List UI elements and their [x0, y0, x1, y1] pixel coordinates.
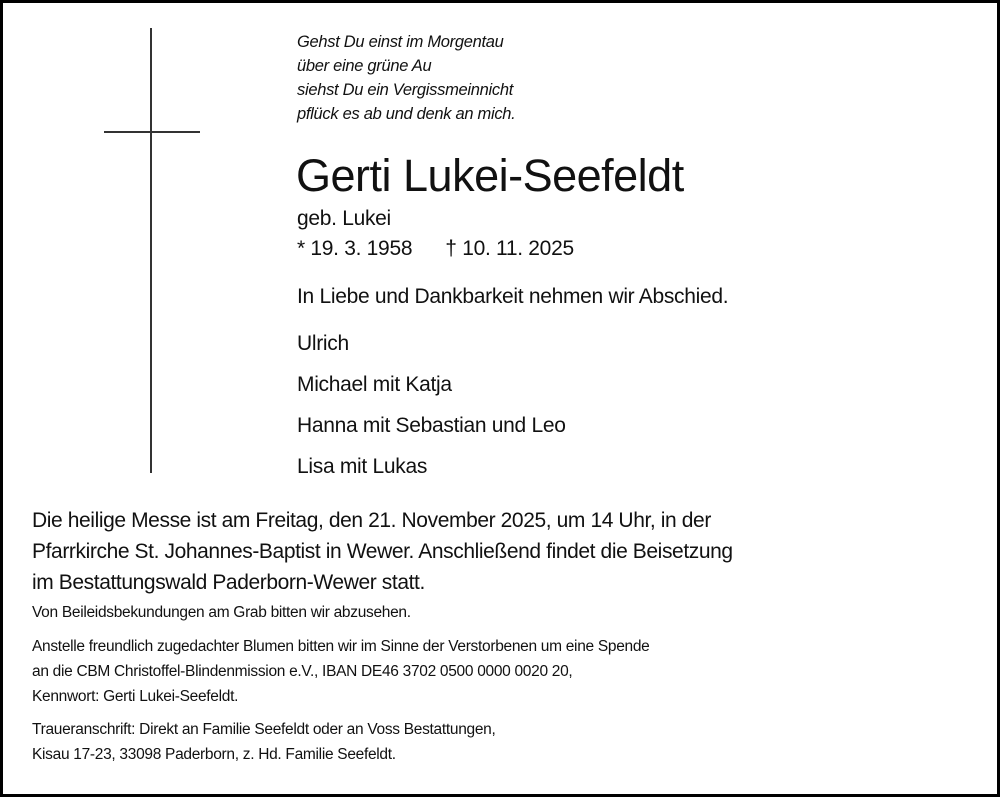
mourner: Ulrich	[297, 332, 349, 355]
donation-line: Anstelle freundlich zugedachter Blumen bitten wir im Sinne der Verstorbenen um eine Spende	[32, 638, 650, 655]
poem	[297, 30, 515, 126]
donation-line: an die CBM Christoffel-Blindenmission e.V., IBAN DE46 3702 0500 0000 0020 20,	[32, 663, 573, 680]
life-dates	[297, 237, 574, 261]
service-line: Die heilige Messe ist am Freitag, den 21. November 2025, um 14 Uhr, in der	[32, 509, 711, 532]
cross-icon-bar	[104, 131, 200, 133]
service-line: im Bestattungswald Paderborn-Wewer statt.	[32, 571, 425, 594]
condolence-note: Von Beileidsbekundungen am Grab bitten wir abzusehen.	[32, 604, 411, 621]
poem-line: über eine grüne Au	[297, 57, 432, 75]
mourner: Lisa mit Lukas	[297, 455, 428, 478]
poem-line: siehst Du ein Vergissmeinnicht	[297, 81, 513, 99]
farewell-text: In Liebe und Dankbarkeit nehmen wir Abschied.	[297, 285, 729, 308]
birth-date: * 19. 3. 1958	[297, 237, 413, 260]
service-line: Pfarrkirche St. Johannes-Baptist in Wewer. Anschließend findet die Beisetzung	[32, 540, 733, 563]
deceased-name: Gerti Lukei-Seefeldt	[296, 150, 684, 201]
cross-icon	[150, 28, 152, 473]
address-line: Traueranschrift: Direkt an Familie Seefeldt oder an Voss Bestattungen,	[32, 721, 496, 738]
mourner: Hanna mit Sebastian und Leo	[297, 414, 566, 437]
donation-line: Kennwort: Gerti Lukei-Seefeldt.	[32, 688, 239, 705]
poem-line: pflück es ab und denk an mich.	[297, 105, 516, 123]
birth-name: geb. Lukei	[297, 207, 391, 230]
address-line: Kisau 17-23, 33098 Paderborn, z. Hd. Familie Seefeldt.	[32, 746, 396, 763]
mourner: Michael mit Katja	[297, 373, 452, 396]
death-date: † 10. 11. 2025	[445, 237, 574, 260]
poem-line: Gehst Du einst im Morgentau	[297, 33, 504, 51]
